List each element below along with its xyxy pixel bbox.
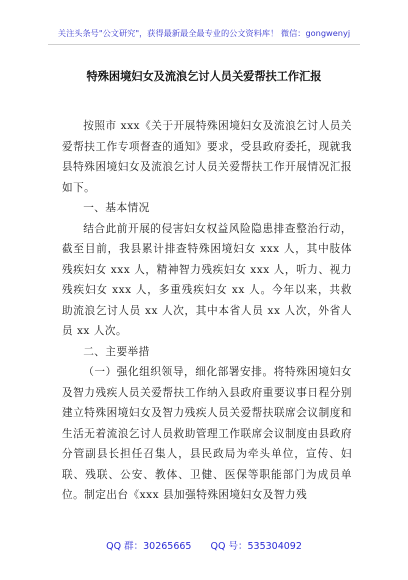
header-banner: 关注头条号"公文研究"，获得最新最全最专业的公文资料库！ 微信：gongwenyj (57, 28, 351, 38)
header-divider (48, 44, 360, 45)
footer-qq-number: QQ 号：535304092 (210, 541, 302, 552)
basic-situation-paragraph: 结合此前开展的侵害妇女权益风险隐患排查整治行动，截至目前，我县累计排查特殊困境妇女 xxx 人，其中肢体残疾妇女 xxx 人，精神智力残疾妇女 xxx 人，听力、视力残疾妇女 xxx 人，多重残疾妇女 xx 人。今年以来，共救助流浪乞讨人员 xx 人次，其中本省人员 xx 人次，外省人员 xx 人次。 (62, 222, 352, 337)
section-heading-measures: 二、主要举措 (83, 345, 150, 358)
intro-paragraph: 按照市 xxx《关于开展特殊困境妇女及流浪乞讨人员关爱帮扶工作专项督查的通知》要求，受县政府委托，现就我县特殊困境妇女及流浪乞讨人员关爱帮扶工作开展情况汇报如下。 (62, 120, 352, 194)
section-heading-basic: 一、基本情况 (83, 202, 150, 214)
footer-qq-group: QQ 群：30265665 (106, 541, 192, 552)
document-title: 特殊困境妇女及流浪乞讨人员关爱帮扶工作汇报 (86, 69, 322, 83)
footer-contact (0, 538, 408, 552)
document-body (62, 116, 352, 506)
measures-paragraph: （一）强化组织领导，细化部署安排。将特殊困境妇女及智力残疾人员关爱帮扶工作纳入县政府重要议事日程分别建立特殊困境妇女及智力残疾人员关爱帮扶联席会议制度和生活无着流浪乞讨人员救助管理工作联席会议制度由县政府分管副县长担任召集人，县民政局为牵头单位，宣传、妇联、残联、公安、教体、卫健、医保等职能部门为成员单位。制定出台《xxx 县加强特殊困境妇女及智力残 (62, 366, 352, 501)
